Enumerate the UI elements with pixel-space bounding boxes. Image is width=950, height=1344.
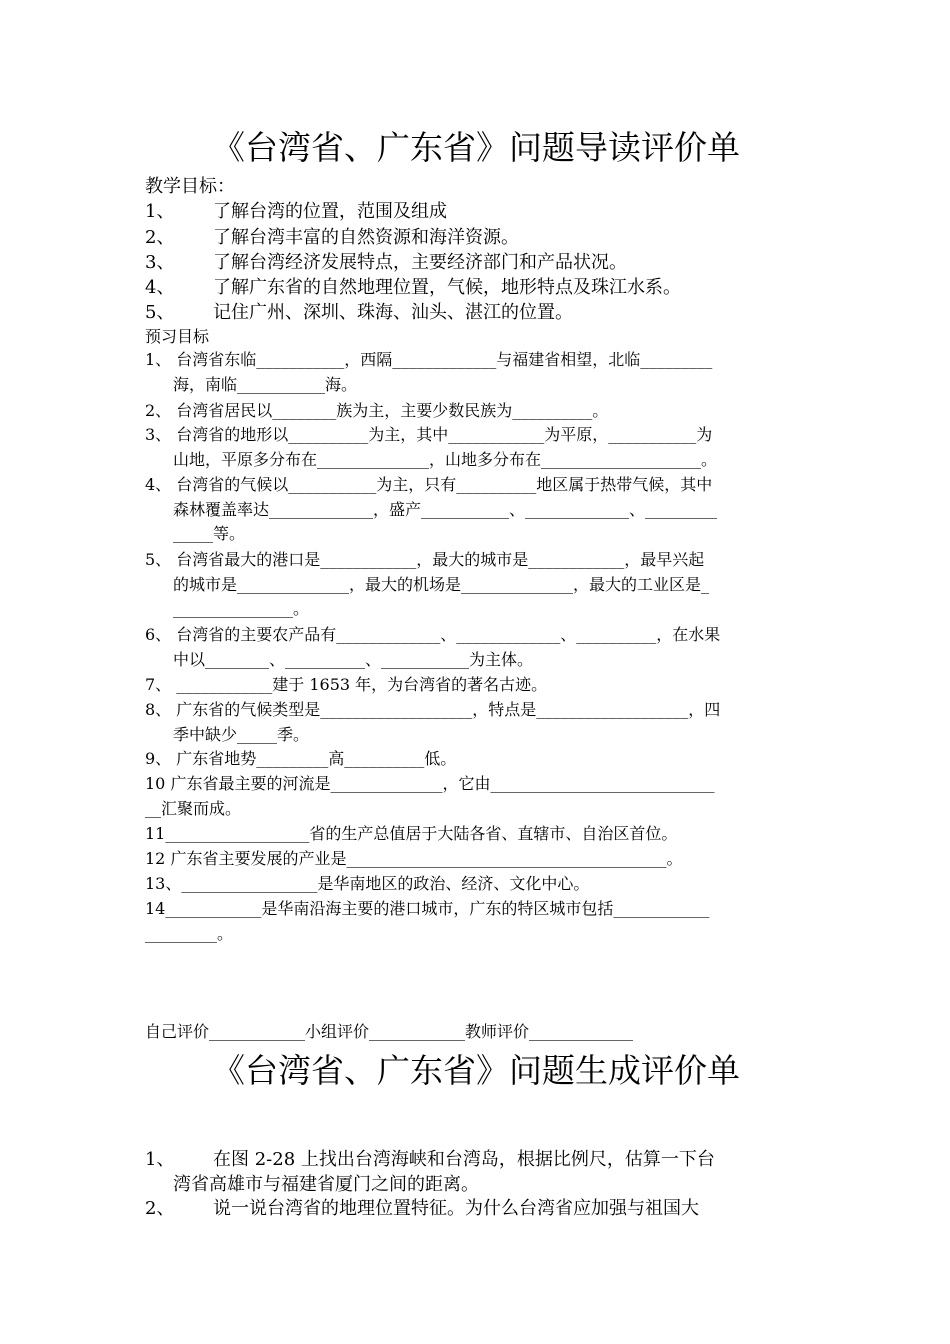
question-3: 3、 台湾省的地形以__________为主，其中____________为平原，___________为 山地，平原多分布在______________，山地多分布在____________________。 — [145, 425, 718, 469]
goal-item: 5、 记住广州、深圳、珠海、汕头、湛江的位置。 — [145, 302, 573, 323]
generation-question-1: 1、 在图 2-28 上找出台湾海峡和台湾岛，根据比例尺，估算一下台 湾省高雄市与福建省厦门之间的距离。 — [145, 1149, 715, 1195]
generation-question-2: 2、 说一说台湾省的地理位置特征。为什么台湾省应加强与祖国大 — [145, 1198, 699, 1219]
goal-item: 3、 了解台湾经济发展特点，主要经济部门和产品状况。 — [145, 252, 627, 273]
goal-item: 2、 了解台湾丰富的自然资源和海洋资源。 — [145, 227, 519, 248]
evaluation-line: 自己评价____________小组评价____________教师评价_____________ — [145, 1022, 634, 1041]
question-2: 2、 台湾省居民以________族为主，主要少数民族为__________。 — [145, 401, 609, 420]
question-11: 11__________________省的生产总值居于大陆各省、直辖市、自治区首位。 — [145, 824, 678, 843]
question-6: 6、 台湾省的主要农产品有_____________、_____________、__________，在水果 中以________、__________、___________为主体。 — [145, 625, 721, 669]
question-12: 12 广东省主要发展的产业是________________________________________。 — [145, 849, 683, 868]
question-9: 9、 广东省地势_________高__________低。 — [145, 749, 457, 768]
question-5: 5、 台湾省最大的港口是____________，最大的城市是____________，最早兴起 的城市是______________，最大的机场是______________，最大的工业区是_ _______________。 — [145, 550, 710, 618]
generation-sheet-title: 《台湾省、广东省》问题生成评价单 — [212, 1051, 740, 1090]
question-7: 7、 ____________建于 1653 年，为台湾省的著名古迹。 — [145, 675, 548, 694]
question-13: 13、_________________是华南地区的政治、经济、文化中心。 — [145, 874, 590, 893]
question-8: 8、 广东省的气候类型是___________________，特点是___________________，四 季中缺少_____季。 — [145, 700, 721, 744]
question-1: 1、 台湾省东临___________，西隔_____________与福建省相望，北临_________ 海，南临___________海。 — [145, 350, 713, 394]
teaching-goals-heading: 教学目标： — [145, 176, 235, 197]
preview-goals-heading: 预习目标 — [145, 327, 210, 346]
guide-sheet-title: 《台湾省、广东省》问题导读评价单 — [212, 128, 740, 167]
question-14: 14____________是华南沿海主要的港口城市，广东的特区城市包括____________ _________。 — [145, 899, 710, 943]
goal-item: 1、 了解台湾的位置，范围及组成 — [145, 201, 447, 222]
question-4: 4、 台湾省的气候以___________为主，只有__________地区属于热带气候，其中 森林覆盖率达_____________，盛产___________、_____________、_________ _____等。 — [145, 475, 718, 543]
goal-item: 4、 了解广东省的自然地理位置，气候，地形特点及珠江水系。 — [145, 277, 681, 298]
question-10: 10 广东省最主要的河流是______________，它由____________________________ __汇聚而成。 — [145, 774, 715, 818]
